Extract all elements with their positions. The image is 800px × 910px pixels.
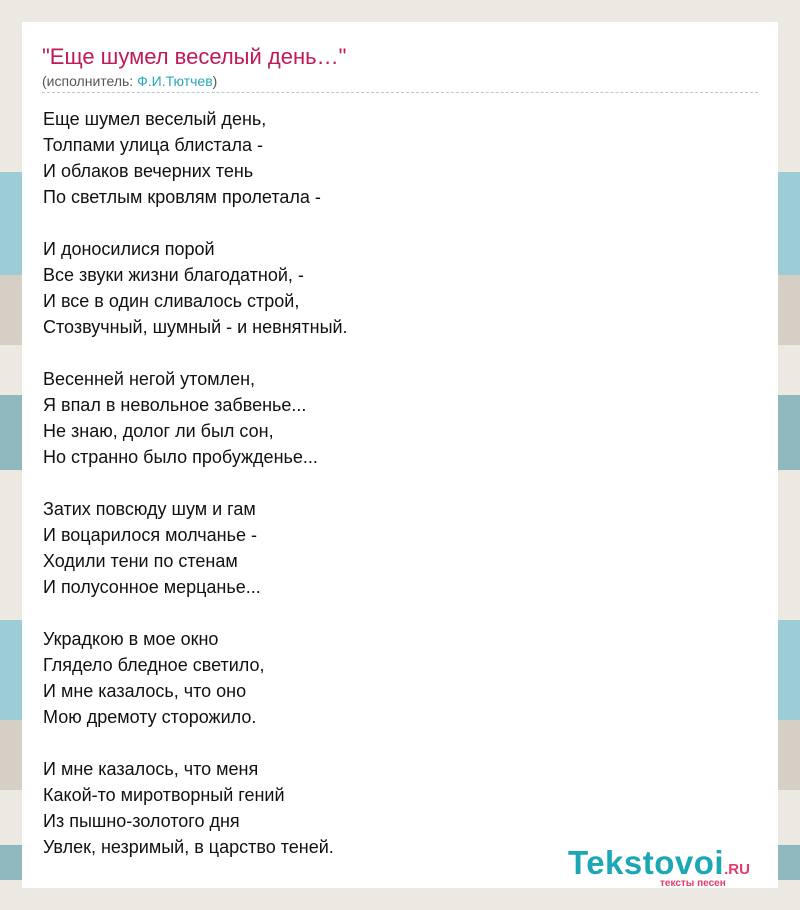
- performer-suffix: ): [212, 73, 218, 89]
- stanza: [43, 366, 743, 470]
- performer-link[interactable]: Ф.И.Тютчев: [137, 73, 213, 89]
- lyric-line: Увлек, незримый, в царство теней.: [43, 837, 334, 857]
- lyric-line: Мою дремоту сторожило.: [43, 707, 257, 727]
- lyric-line: Толпами улица блистала -: [43, 135, 263, 155]
- lyrics-card: [22, 22, 778, 888]
- lyric-line: И мне казалось, что оно: [43, 681, 247, 701]
- lyric-line: И полусонное мерцанье...: [43, 577, 261, 597]
- stanza: [43, 626, 743, 730]
- lyric-line: Из пышно-золотого дня: [43, 811, 240, 831]
- lyric-line: Глядело бледное светило,: [43, 655, 265, 675]
- lyric-line: И воцарилося молчанье -: [43, 525, 257, 545]
- logo-tagline: тексты песен: [660, 878, 726, 889]
- lyric-line: Еще шумел веселый день,: [43, 109, 267, 129]
- stanza: [43, 496, 743, 600]
- lyric-line: Но странно было пробужденье...: [43, 447, 318, 467]
- performer-prefix: (исполнитель:: [42, 73, 138, 89]
- logo-wordmark: Tekstovoi: [568, 844, 725, 881]
- lyric-line: Стозвучный, шумный - и невнятный.: [43, 317, 348, 337]
- lyric-line: Украдкою в мое окно: [43, 629, 219, 649]
- stanza: [43, 106, 743, 210]
- lyric-line: Я впал в невольное забвенье...: [43, 395, 307, 415]
- lyric-line: Какой-то миротворный гений: [43, 785, 285, 805]
- lyric-line: Весенней негой утомлен,: [43, 369, 256, 389]
- lyric-line: Затих повсюду шум и гам: [43, 499, 256, 519]
- lyric-line: Все звуки жизни благодатной, -: [43, 265, 304, 285]
- lyric-line: Ходили тени по стенам: [43, 551, 238, 571]
- lyric-line: И доносилися порой: [43, 239, 215, 259]
- site-logo[interactable]: [568, 844, 750, 889]
- logo-tld: .RU: [724, 861, 750, 878]
- song-title: "Еще шумел веселый день…": [42, 44, 347, 69]
- performer-line: [42, 73, 217, 89]
- lyric-line: По светлым кровлям пролетала -: [43, 187, 321, 207]
- lyrics-body: [43, 106, 743, 886]
- lyric-line: И мне казалось, что меня: [43, 759, 259, 779]
- lyric-line: И все в один сливалось строй,: [43, 291, 300, 311]
- lyric-line: И облаков вечерних тень: [43, 161, 254, 181]
- lyric-line: Не знаю, долог ли был сон,: [43, 421, 274, 441]
- dashed-divider: [42, 92, 758, 93]
- stanza: [43, 236, 743, 340]
